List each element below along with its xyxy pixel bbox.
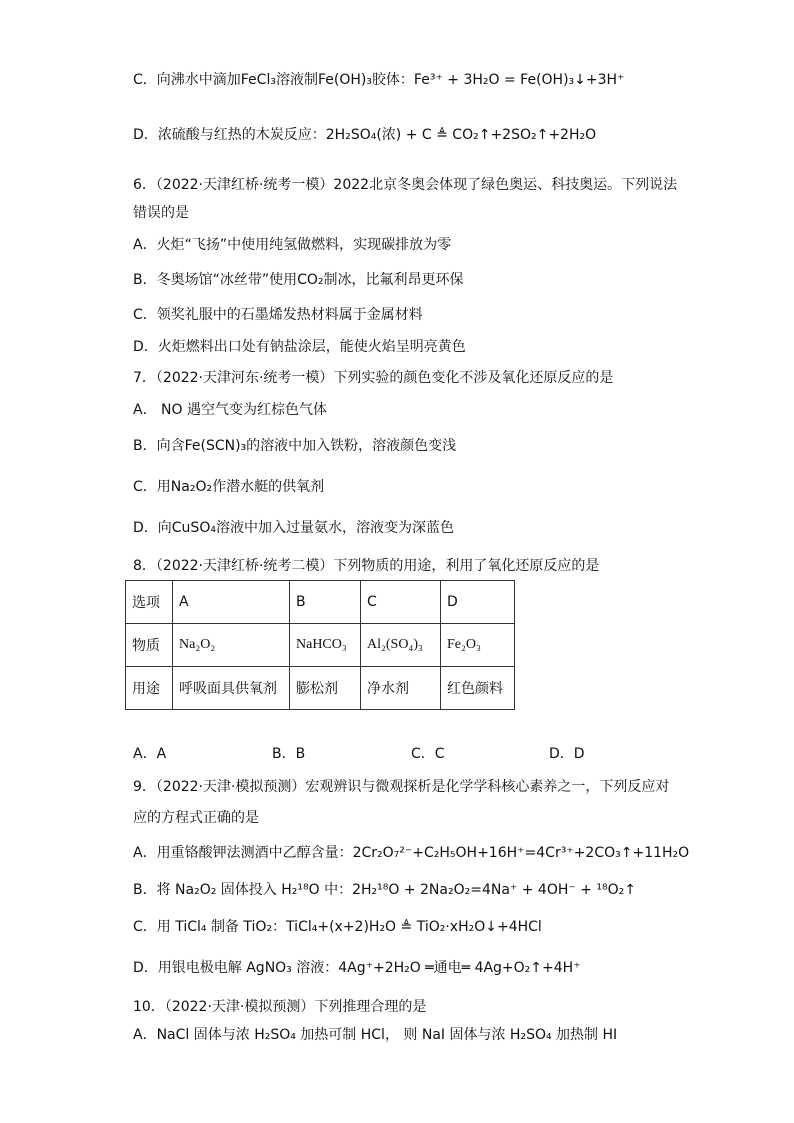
question-9-option-b: B．将 Na₂O₂ 固体投入 H₂¹⁸O 中：2H₂¹⁸O + 2Na₂O₂=4Na⁺ + 4OH⁻ + ¹⁸O₂↑ bbox=[133, 882, 636, 898]
table-cell: Na₂O₂ bbox=[173, 624, 290, 667]
question-6-option-b: B．冬奥场馆“冰丝带”使用CO₂制冰，比氟利昂更环保 bbox=[133, 272, 464, 288]
question-9-stem-cont: 应的方程式正确的是 bbox=[133, 810, 259, 826]
choice-a: A．A bbox=[133, 746, 167, 762]
choice-b: B．B bbox=[272, 746, 306, 762]
question-10-option-a: A．NaCl 固体与浓 H₂SO₄ 加热可制 HCl， 则 NaI 固体与浓 H₂SO₄ 加热制 HI bbox=[133, 1027, 618, 1043]
table-cell: A bbox=[173, 581, 290, 624]
table-cell: NaHCO₃ bbox=[290, 624, 361, 667]
table-row bbox=[126, 624, 515, 667]
table-row bbox=[126, 667, 515, 710]
table-cell: 呼吸面具供氧剂 bbox=[173, 667, 290, 710]
question-9-option-c: C．用 TiCl₄ 制备 TiO₂：TiCl₄+(x+2)H₂O ≜ TiO₂·xH₂O↓+4HCl bbox=[133, 919, 542, 935]
question-7-option-b: B．向含Fe(SCN)₃的溶液中加入铁粉，溶液颜色变浅 bbox=[133, 438, 457, 454]
options-table bbox=[125, 580, 515, 710]
table-cell: 选项 bbox=[126, 581, 173, 624]
choice-c: C．C bbox=[411, 746, 445, 762]
question-6-option-a: A．火炬“飞扬”中使用纯氢做燃料，实现碳排放为零 bbox=[133, 237, 452, 253]
table-cell: 红色颜料 bbox=[441, 667, 515, 710]
question-8-stem: 8．（2022·天津红桥·统考二模）下列物质的用途，利用了氧化还原反应的是 bbox=[133, 558, 600, 574]
table-cell: 净水剂 bbox=[361, 667, 441, 710]
question-d-line: D．浓硫酸与红热的木炭反应：2H₂SO₄(浓) + C ≜ CO₂↑+2SO₂↑+2H₂O bbox=[133, 127, 597, 143]
question-6-option-d: D．火炬燃料出口处有钠盐涂层，能使火焰呈明亮黄色 bbox=[133, 339, 466, 355]
question-6-stem: 6．（2022·天津红桥·统考一模）2022北京冬奥会体现了绿色奥运、科技奥运。下列说法 bbox=[133, 177, 678, 193]
table-cell: Al₂(SO₄)₃ bbox=[361, 624, 441, 667]
question-7-option-d: D．向CuSO₄溶液中加入过量氨水，溶液变为深蓝色 bbox=[133, 520, 454, 536]
table-cell: 用途 bbox=[126, 667, 173, 710]
table-cell: 物质 bbox=[126, 624, 173, 667]
table-cell: D bbox=[441, 581, 515, 624]
question-7-option-a: A． NO 遇空气变为红棕色气体 bbox=[133, 402, 327, 418]
table-cell: C bbox=[361, 581, 441, 624]
table-cell: Fe₂O₃ bbox=[441, 624, 515, 667]
question-10-stem: 10．（2022·天津·模拟预测）下列推理合理的是 bbox=[133, 999, 427, 1015]
table-cell: B bbox=[290, 581, 361, 624]
question-6-option-c: C．领奖礼服中的石墨烯发热材料属于金属材料 bbox=[133, 307, 423, 323]
question-c-line: C．向沸水中滴加FeCl₃溶液制Fe(OH)₃胶体：Fe³⁺ + 3H₂O = Fe(OH)₃↓+3H⁺ bbox=[133, 72, 625, 88]
choice-d: D．D bbox=[549, 746, 585, 762]
question-9-option-a: A．用重铬酸钾法测酒中乙醇含量：2Cr₂O₇²⁻+C₂H₅OH+16H⁺=4Cr³⁺+2CO₃↑+11H₂O bbox=[133, 845, 690, 861]
question-9-option-d: D．用银电极电解 AgNO₃ 溶液：4Ag⁺+2H₂O ═通电═ 4Ag+O₂↑+4H⁺ bbox=[133, 960, 581, 976]
question-9-stem: 9．（2022·天津·模拟预测）宏观辨识与微观探析是化学学科核心素养之一，下列反应对 bbox=[133, 779, 670, 795]
question-7-stem: 7．（2022·天津河东·统考一模）下列实验的颜色变化不涉及氧化还原反应的是 bbox=[133, 370, 614, 386]
table-row bbox=[126, 581, 515, 624]
question-7-option-c: C．用Na₂O₂作潜水艇的供氧剂 bbox=[133, 479, 325, 495]
table-cell: 膨松剂 bbox=[290, 667, 361, 710]
question-6-stem-cont: 错误的是 bbox=[133, 205, 189, 221]
